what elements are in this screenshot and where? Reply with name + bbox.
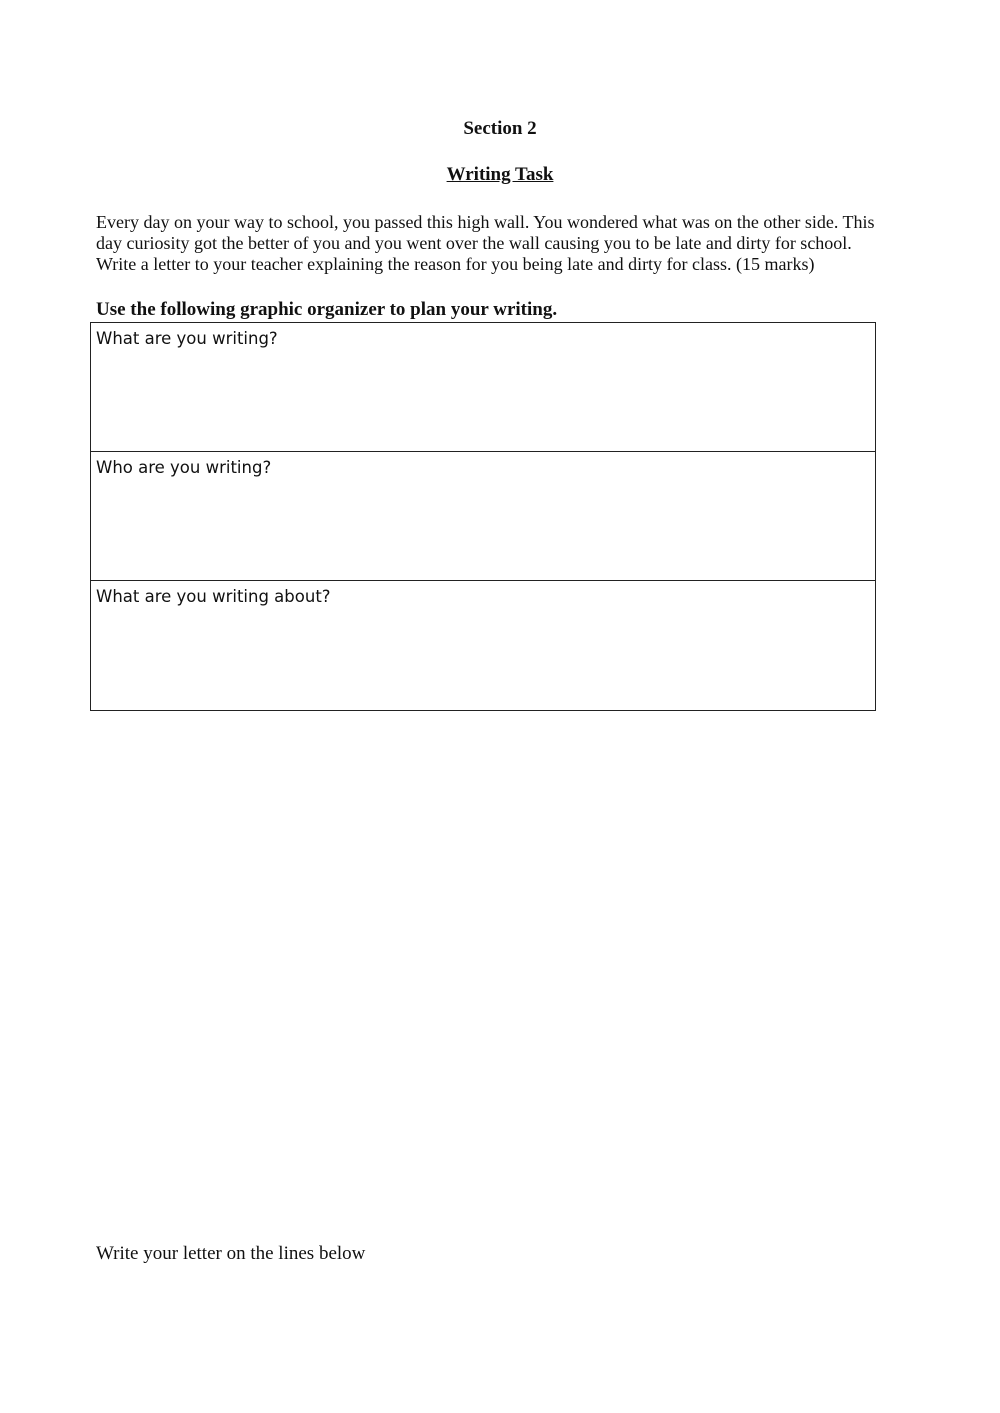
prompt-line-1: Every day on your way to school, you passed this high wall. You wondered what was on the other side. This [96,212,875,232]
task-prompt [96,212,916,275]
organizer-cell-what[interactable] [91,323,875,452]
organizer-cell-about[interactable] [91,581,875,710]
prompt-line-3: Write a letter to your teacher explaining the reason for you being late and dirty for class. (15 marks) [96,254,815,274]
prompt-line-2: day curiosity got the better of you and you went over the wall causing you to be late and dirty for school. [96,233,852,253]
graphic-organizer [90,322,876,711]
organizer-label-who: Who are you writing? [96,458,272,477]
organizer-heading: Use the following graphic organizer to plan your writing. [96,299,558,320]
section-title: Section 2 [463,118,537,139]
task-title: Writing Task [446,164,554,185]
organizer-cell-who[interactable] [91,452,875,581]
organizer-label-about: What are you writing about? [96,587,331,606]
letter-instruction: Write your letter on the lines below [96,1243,366,1264]
organizer-label-what: What are you writing? [96,329,278,348]
